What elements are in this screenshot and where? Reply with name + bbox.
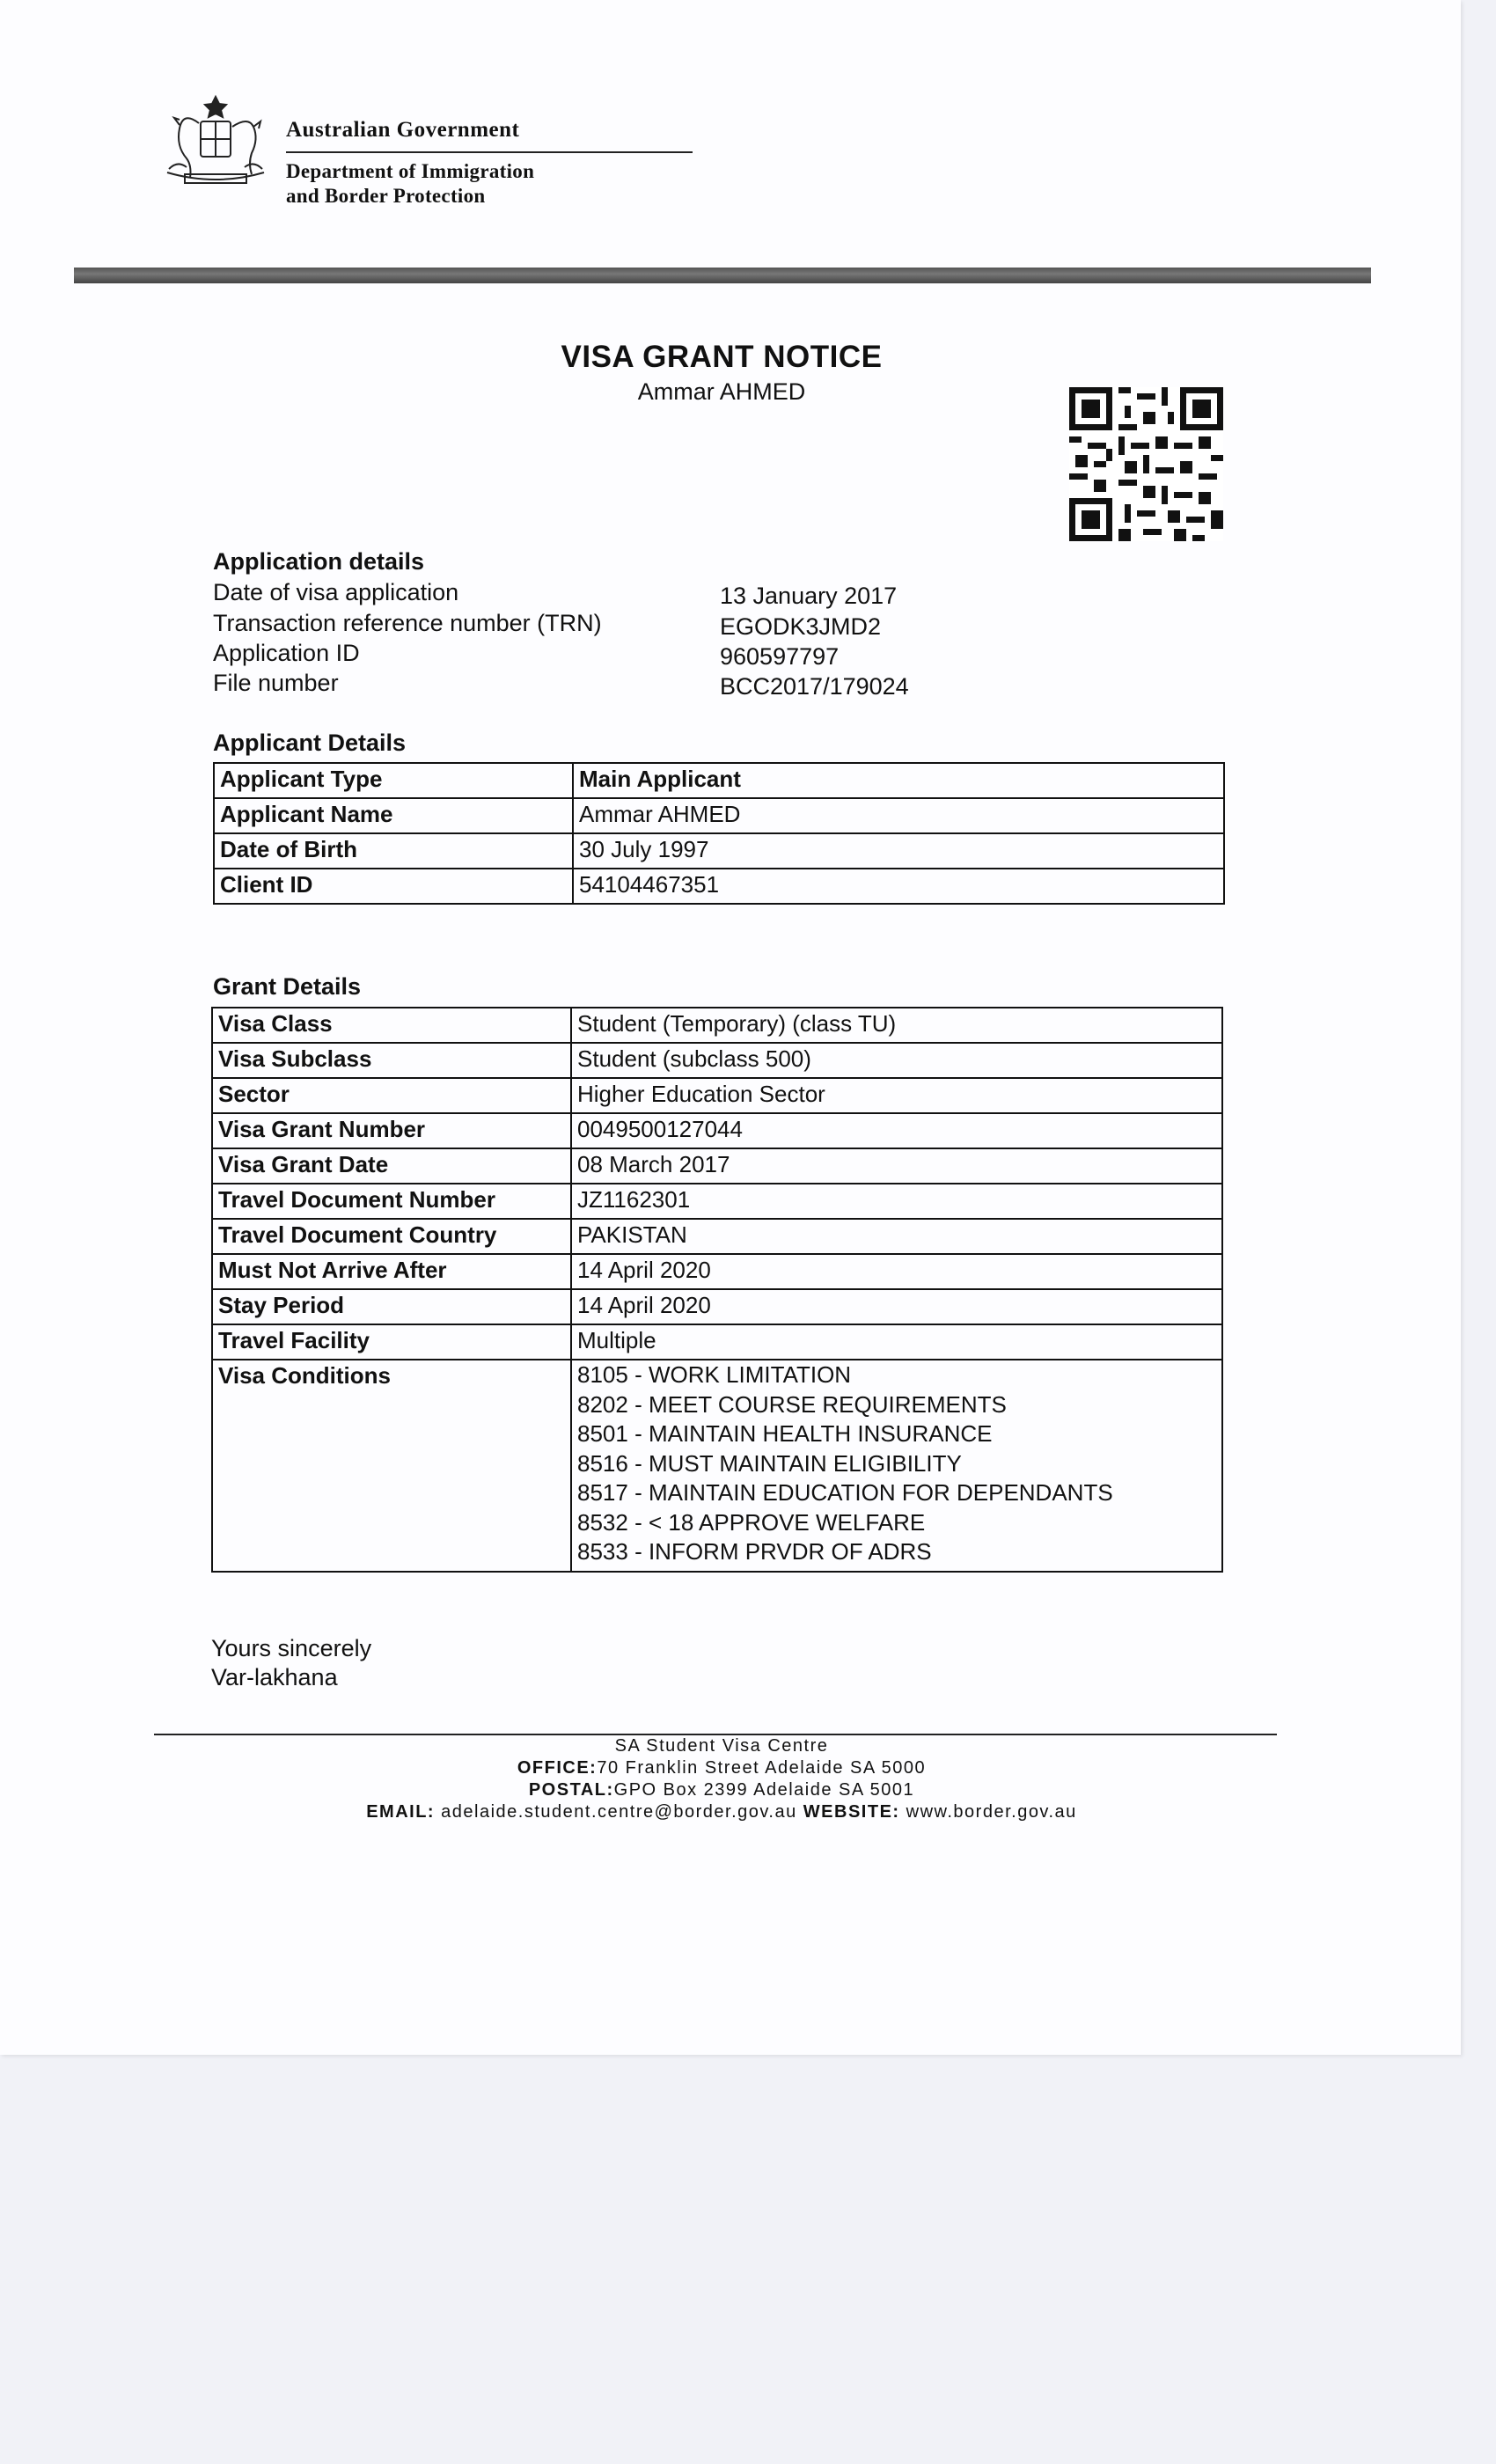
grant-field-label: Travel Document Number (212, 1184, 571, 1219)
website-label: WEBSITE: (803, 1802, 900, 1822)
email-link[interactable]: adelaide.student.centre@border.gov.au (441, 1802, 797, 1822)
grant-field-label: Visa Grant Number (212, 1113, 571, 1148)
client-id-label: Client ID (214, 869, 573, 904)
grant-field-label: Visa Grant Date (212, 1148, 571, 1184)
applicant-details-heading: Applicant Details (213, 730, 407, 756)
header-bar (74, 268, 1371, 283)
table-row (212, 1219, 1222, 1254)
date-of-birth-value: 30 July 1997 (573, 833, 1224, 869)
grant-field-value: PAKISTAN (571, 1219, 1222, 1254)
table-row (212, 1324, 1222, 1360)
table-row (214, 869, 1224, 904)
trn-label: Transaction reference number (TRN) (213, 610, 602, 636)
grant-field-label: Stay Period (212, 1289, 571, 1324)
visa-condition-item: 8532 - < 18 APPROVE WELFARE (577, 1508, 926, 1536)
footer-centre-name: SA Student Visa Centre (614, 1736, 829, 1756)
footer-contact (0, 1802, 1443, 1822)
grant-field-value: 0049500127044 (571, 1113, 1222, 1148)
grant-field-value: 14 April 2020 (571, 1254, 1222, 1289)
applicant-type-label: Applicant Type (214, 763, 573, 798)
notice-title: VISA GRANT NOTICE (561, 340, 883, 374)
website-link[interactable]: www.border.gov.au (906, 1802, 1077, 1822)
visa-condition-item: 8501 - MAINTAIN HEALTH INSURANCE (577, 1420, 993, 1447)
postal-address: GPO Box 2399 Adelaide SA 5001 (613, 1780, 915, 1800)
footer-office (0, 1758, 1443, 1778)
grant-field-value: Multiple (571, 1324, 1222, 1360)
visa-condition-item: 8533 - INFORM PRVDR OF ADRS (577, 1538, 932, 1565)
letterhead (150, 88, 678, 220)
visa-condition-item: 8516 - MUST MAINTAIN ELIGIBILITY (577, 1449, 962, 1477)
grant-field-value: 14 April 2020 (571, 1289, 1222, 1324)
table-row (214, 763, 1224, 798)
trn-value: EGODK3JMD2 (720, 613, 882, 640)
table-row (212, 1043, 1222, 1078)
date-of-birth-label: Date of Birth (214, 833, 573, 869)
grant-details-heading: Grant Details (213, 973, 362, 1000)
header-rule (286, 151, 693, 153)
applicant-type-value: Main Applicant (573, 763, 1224, 798)
grant-field-label: Visa Subclass (212, 1043, 571, 1078)
grant-field-value: JZ1162301 (571, 1184, 1222, 1219)
table-row (212, 1148, 1222, 1184)
applicant-name-label: Applicant Name (214, 798, 573, 833)
table-row (212, 1078, 1222, 1113)
grant-field-value: Higher Education Sector (571, 1078, 1222, 1113)
table-row (214, 798, 1224, 833)
table-row (212, 1008, 1222, 1043)
grant-details-table (211, 1007, 1223, 1573)
file-number-label: File number (213, 670, 339, 696)
table-row (212, 1360, 1222, 1572)
grant-field-label: Visa Class (212, 1008, 571, 1043)
email-label: EMAIL: (366, 1802, 436, 1822)
visa-conditions-value (571, 1360, 1222, 1572)
client-id-value: 54104467351 (573, 869, 1224, 904)
postal-label: POSTAL: (528, 1780, 614, 1800)
table-row (212, 1254, 1222, 1289)
footer-postal (0, 1780, 1443, 1800)
closing-salutation: Yours sincerely (211, 1635, 372, 1661)
table-row (212, 1289, 1222, 1324)
file-number-value: BCC2017/179024 (720, 673, 909, 700)
grant-field-value: Student (subclass 500) (571, 1043, 1222, 1078)
grant-field-value: 08 March 2017 (571, 1148, 1222, 1184)
application-date-label: Date of visa application (213, 579, 459, 605)
office-address: 70 Franklin Street Adelaide SA 5000 (597, 1758, 927, 1778)
applicant-details-table (213, 762, 1225, 905)
notice-applicant-name: Ammar AHMED (637, 378, 806, 405)
grant-field-label: Sector (212, 1078, 571, 1113)
application-details-heading: Application details (213, 548, 425, 575)
application-date-value: 13 January 2017 (720, 583, 898, 609)
table-row (214, 833, 1224, 869)
table-row (212, 1184, 1222, 1219)
visa-condition-item: 8105 - WORK LIMITATION (577, 1361, 852, 1388)
grant-field-label: Must Not Arrive After (212, 1254, 571, 1289)
application-id-value: 960597797 (720, 643, 840, 670)
visa-condition-item: 8202 - MEET COURSE REQUIREMENTS (577, 1390, 1007, 1418)
government-name: Australian Government (286, 118, 520, 142)
table-row (212, 1113, 1222, 1148)
grant-field-label: Travel Document Country (212, 1219, 571, 1254)
visa-condition-item: 8517 - MAINTAIN EDUCATION FOR DEPENDANTS (577, 1479, 1113, 1506)
department-line-2: and Border Protection (286, 185, 486, 207)
application-id-label: Application ID (213, 640, 360, 666)
qr-code-icon (1069, 387, 1223, 541)
office-label: OFFICE: (517, 1758, 598, 1778)
grant-field-value: Student (Temporary) (class TU) (571, 1008, 1222, 1043)
visa-conditions-label: Visa Conditions (212, 1360, 571, 1572)
coat-of-arms-icon (150, 88, 282, 194)
department-line-1: Department of Immigration (286, 160, 535, 182)
signatory-name: Var-lakhana (211, 1664, 338, 1690)
grant-field-label: Travel Facility (212, 1324, 571, 1360)
footer-rule (154, 1734, 1277, 1735)
applicant-name-value: Ammar AHMED (573, 798, 1224, 833)
